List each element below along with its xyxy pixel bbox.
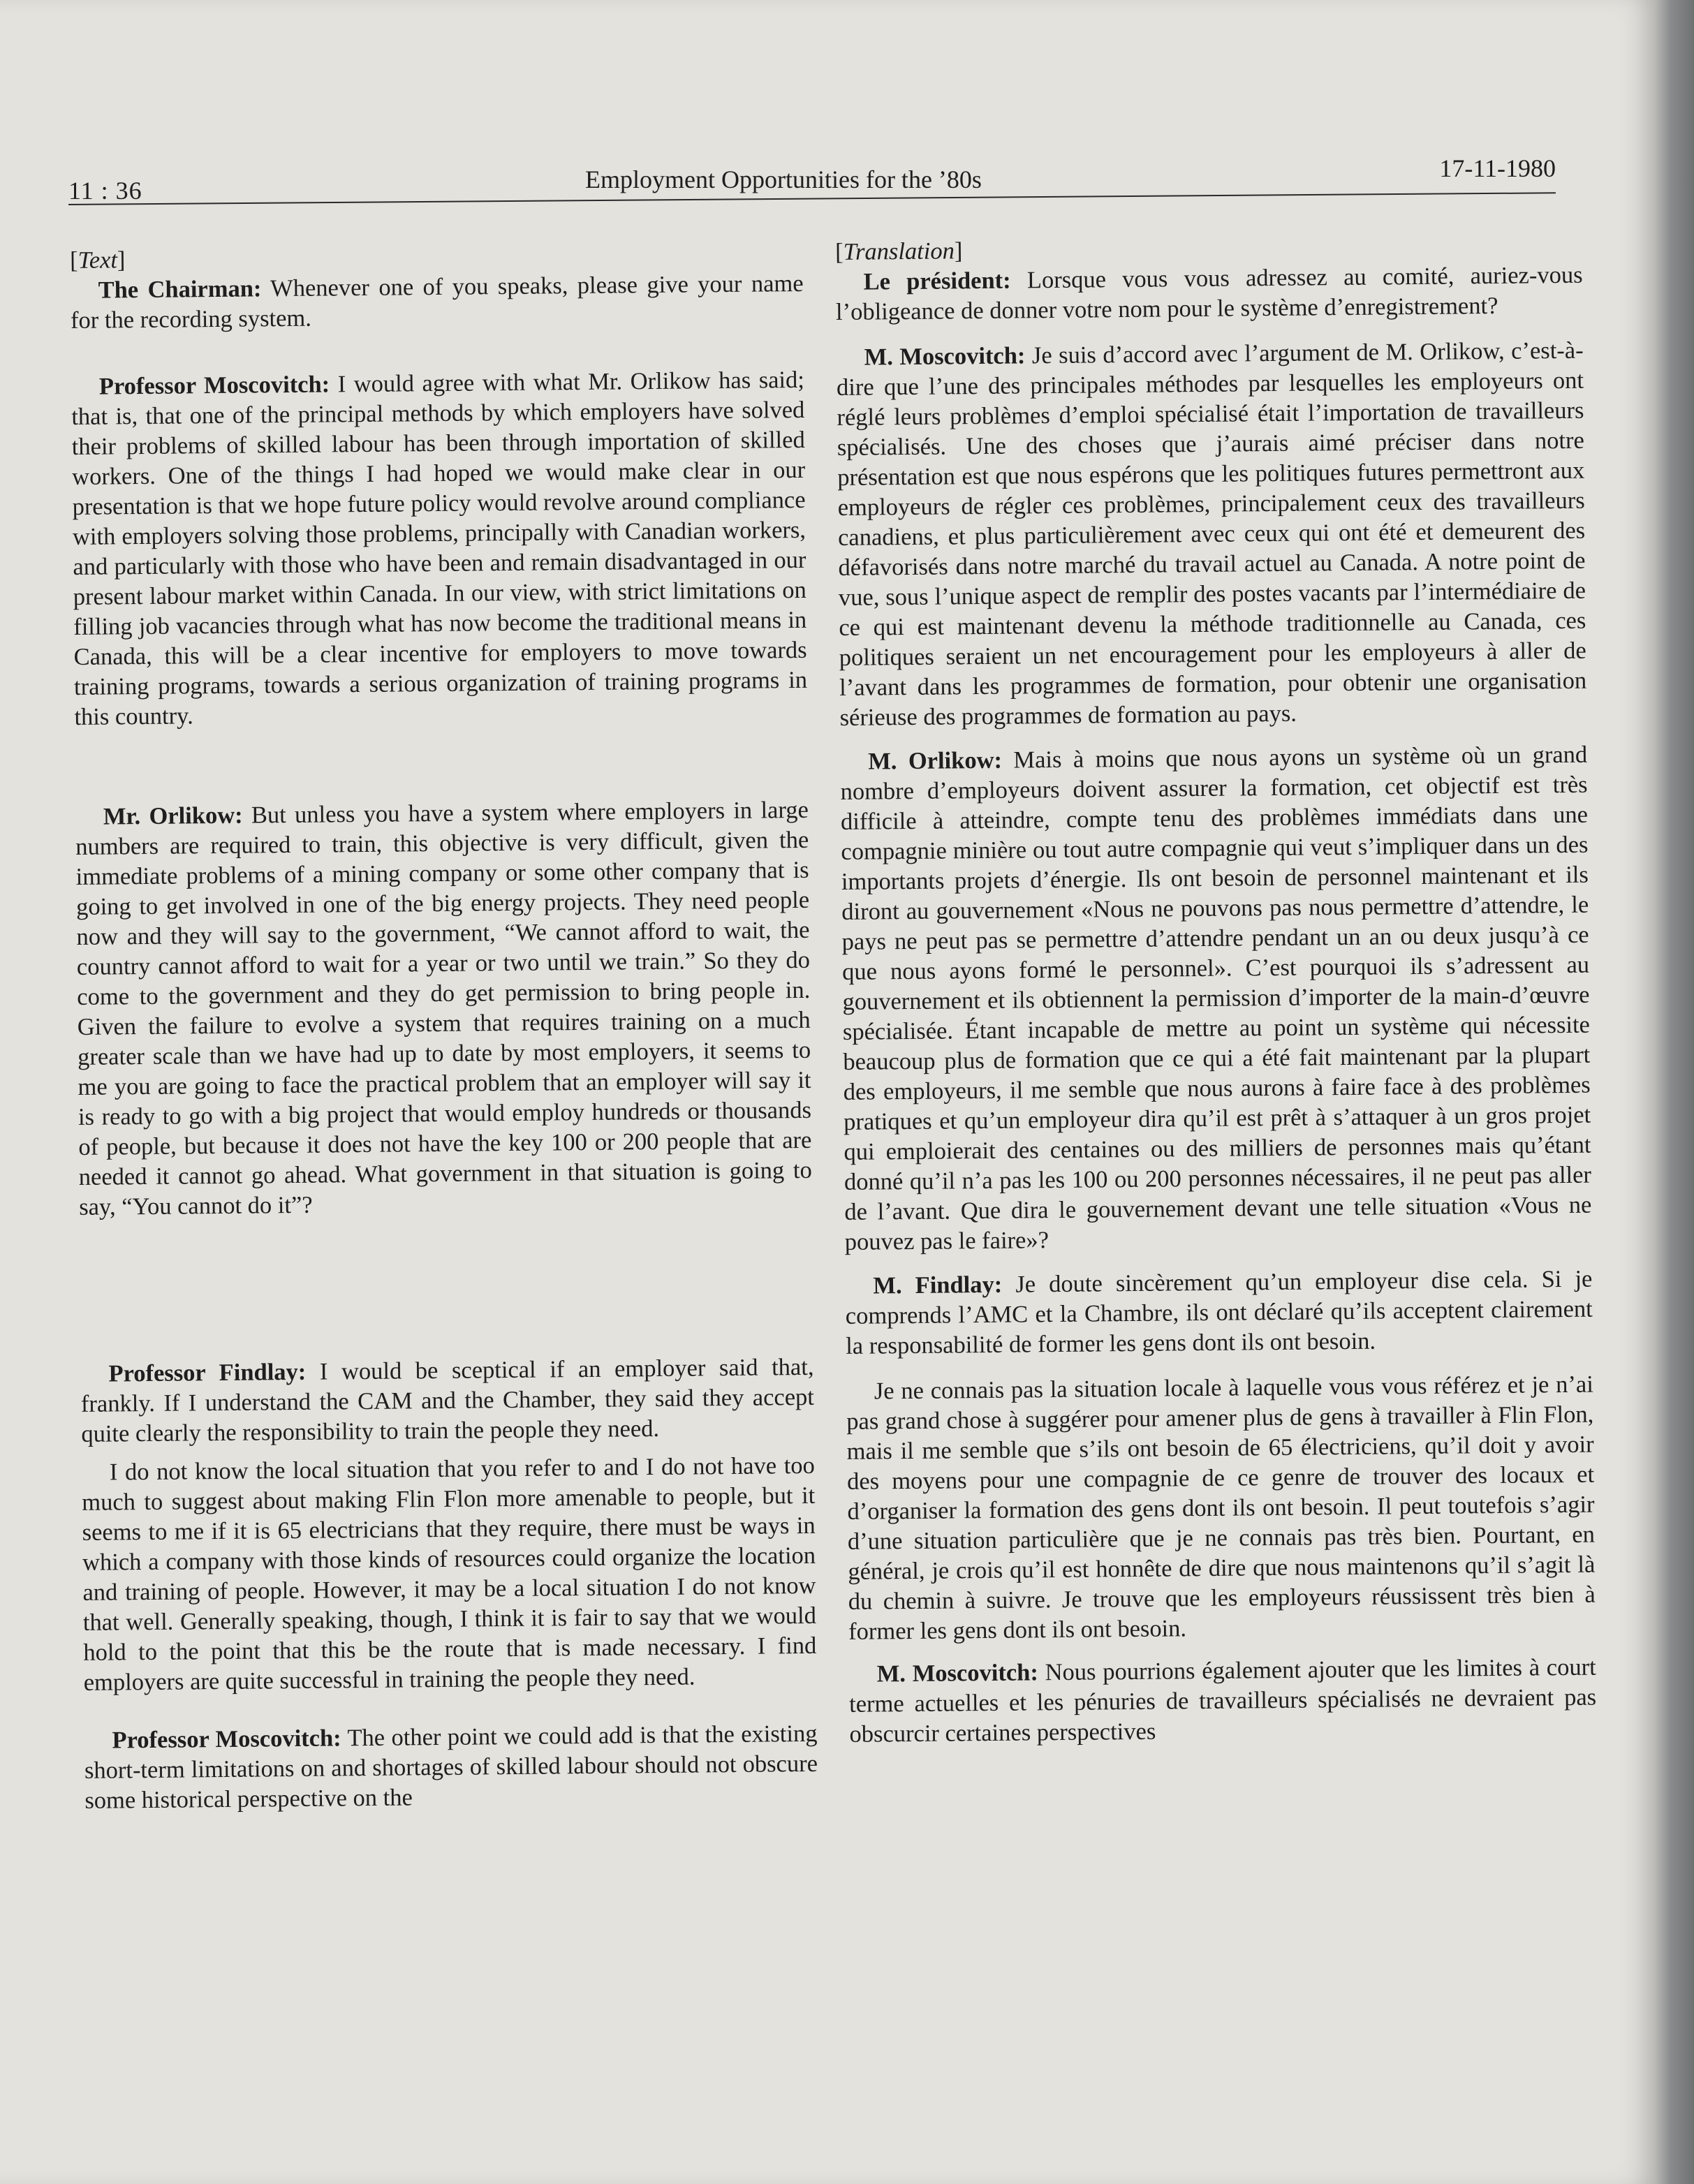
speaker-name: Professor Moscovitch: xyxy=(98,371,330,400)
speaker-name: Professor Moscovitch: xyxy=(112,1725,341,1754)
paragraph xyxy=(836,336,1586,733)
paragraph-text: I would agree with what Mr. Orlikow has said; that is, that one of the principal methods by which employers have solved their problems of skilled labour has been through importation of skilled workers. One of the things I had hoped we would make clear in our presentation is that we hope future policy would revolve around compliance with employers solving those problems, principally with Canadian workers, and particularly with those who have been and remain disadvantaged in our present labour market within Canada. In our view, with strict limitations on filling job vacancies through what has now become the traditional means in Canada, this will be a clear incentive for employers to move towards training programs, towards a serious organization of training programs in this country. xyxy=(71,366,808,730)
paragraph xyxy=(82,1451,817,1698)
paragraph-text: Mais à moins que nous ayons un système où un grand nombre d’employeurs doivent assurer la formation, cet objectif est très difficile à atteindre, compte tenu des problèmes immédiats dans une compagnie minière ou tout autre compagnie qui veut s’impliquer dans un des importants projets d’énergie. Ils ont besoin de personnel maintenant et ils diront au gouvernement «Nous ne pouvons pas nous permettre d’attendre, le pays ne peut pas se permettre d’attendre pendant un an ou deux jusqu’à ce que nous ayons formé le personnel». C’est pourquoi ils s’adressent au gouvernement et ils obtiennent la permission d’importer de la main-d’œuvre spécialisée. Étant incapable de mettre au point un système qui nécessite beaucoup plus de formation que ce qui a été fait maintenant par la plupart des employeurs, il me semble que nous aurons à faire face à des problèmes pratiques et qu’un employeur dira qu’il est prêt à s’attaquer à un gros projet qui emploierait des centaines ou des milliers de personnes mais qu’étant donné qu’il n’a pas les 100 ou 200 personnes nécessaires, il ne peut pas aller de l’avant. Que dira le gouvernement devant une telle situation «Vous ne pouvez pas le faire»? xyxy=(840,741,1592,1255)
paragraph-text: Je ne connais pas la situation locale à laquelle vous vous référez et je n’ai pas grand chose à suggérer pour amener plus de gens à travailler à Flin Flon, mais il me semble que s’ils ont besoin de 65 électriciens, qu’il doit y avoir des moyens pour une compagnie de ce genre de trouver des locaux et d’organiser la formation des gens dont ils ont besoin. Il peut toutefois s’agir d’une situation particulière que je ne connais pas très bien. Pourtant, en général, je crois qu’il est honnête de dire que nous maintenons qu’il s’agit là du chemin à suivre. Je trouve que les employeurs réussissent très bien à former les gens dont ils ont besoin. xyxy=(846,1371,1596,1645)
paragraph-text: Lorsque vous vous adressez au comité, auriez-vous l’obligeance de donner votre nom pour le système d’enregistrement? xyxy=(835,261,1583,325)
paragraph xyxy=(845,1264,1593,1362)
column-marker-label: Text xyxy=(78,246,118,274)
page-header xyxy=(68,154,1556,209)
paragraph xyxy=(70,269,804,336)
paragraph-text: But unless you have a system where employers in large numbers are required to train, this objective is very difficult, given the immediate problems of a mining company or some other company that is going to get involved in one of the big energy projects. They need people now and they will say to the government, “We cannot afford to wait, the country cannot afford to wait for a year or two until we train.” So they do come to the government and they do get permission to bring people in. Given the failure to evolve a system that requires training on a much greater scale than we have had up to date by most employers, it seems to me you are going to face the practical problem that an employer will say it is ready to go with a big project that would employ hundreds or thousands of people, but because it does not have the key 100 or 200 people that are needed it cannot go ahead. What government in that situation is going to say, “You cannot do it”? xyxy=(75,796,812,1220)
speaker-name: Mr. Orlikow: xyxy=(103,802,243,830)
column-marker-label: Translation xyxy=(843,237,955,265)
book-binding-shadow xyxy=(1655,0,1694,2184)
paragraph-text: I would be sceptical if an employer said that, frankly. If I understand the CAM and the Chamber, they said they accept quite clearly the responsibility to train the people they need. xyxy=(80,1353,815,1447)
column-marker: [Text] xyxy=(70,246,126,274)
speaker-name: M. Moscovitch: xyxy=(864,342,1026,371)
paragraph-text: Je suis d’accord avec l’argument de M. Orlikow, c’est-à-dire que l’une des principales méthodes par lesquelles les employeurs ont réglé leurs problèmes d’emploi spécialisé était l’importation de travailleurs spécialisés. Une des choses que j’aurais aimé préciser dans notre présentation est que nous espérons que les politiques futures permettront aux employeurs de régler ces problèmes, principalement ceux des travailleurs canadiens, et plus particulièrement avec ceux qui ont été et demeurent des défavorisés dans notre marché du travail actuel au Canada. A notre point de vue, sous l’unique aspect de remplir des postes vacants par l’intermédiaire de ce qui est maintenant devenu la méthode traditionnelle au Canada, ces politiques seraient un net encouragement pour les employeurs à aller de l’avant dans les programmes de formation, pour obtenir une organisation sérieuse des programmes de formation au pays. xyxy=(836,337,1587,731)
page-number: 11 : 36 xyxy=(68,177,142,205)
speaker-name: M. Orlikow: xyxy=(868,746,1003,775)
paragraph xyxy=(84,1719,818,1816)
page-date: 17-11-1980 xyxy=(1439,154,1556,182)
paragraph-text: Je doute sincèrement qu’un employeur dise cela. Si je comprends l’AMC et la Chambre, ils ont déclaré qu’ils acceptent clairement la responsabilité de former les gens dont ils ont besoin. xyxy=(845,1265,1593,1359)
paragraph xyxy=(80,1352,814,1449)
paragraph xyxy=(849,1653,1597,1750)
column-marker: [Translation] xyxy=(835,237,963,265)
paragraph-text: The other point we could add is that the existing short-term limitations on and shortages of skilled labour should not obscure some historical perspective on the xyxy=(84,1720,818,1814)
paragraph-text: Nous pourrions également ajouter que les limites à court terme actuelles et les pénuries de travailleurs spécialisés ne devraient pas obscurcir certaines perspectives xyxy=(848,1653,1597,1748)
running-title: Employment Opportunities for the ’80s xyxy=(585,165,982,193)
speaker-name: M. Findlay: xyxy=(873,1271,1003,1299)
paragraph-text: Whenever one of you speaks, please give your name for the recording system. xyxy=(70,270,804,334)
paragraph xyxy=(75,795,813,1223)
speaker-name: Professor Findlay: xyxy=(108,1358,307,1387)
paragraph xyxy=(846,1370,1596,1647)
english-column xyxy=(70,239,818,1816)
speaker-name: The Chairman: xyxy=(98,275,262,304)
french-column xyxy=(835,230,1597,1750)
speaker-name: M. Moscovitch: xyxy=(876,1659,1039,1688)
paragraph xyxy=(835,260,1583,327)
speaker-name: Le président: xyxy=(863,267,1011,295)
paragraph-text: I do not know the local situation that you refer to and I do not have too much to suggest about making Flin Flon more amenable to people, but it seems to me if it is 65 electricians that they require, there must be ways in which a company with those kinds of resources could organize the location and training of people. However, it may be a local situation I do not know that well. Generally speaking, though, I think it is fair to say that we would hold to the point that this be the route that is made necessary. I find employers are quite successful in training the people they need. xyxy=(82,1452,817,1696)
paragraph xyxy=(840,740,1592,1257)
paragraph xyxy=(71,365,808,732)
